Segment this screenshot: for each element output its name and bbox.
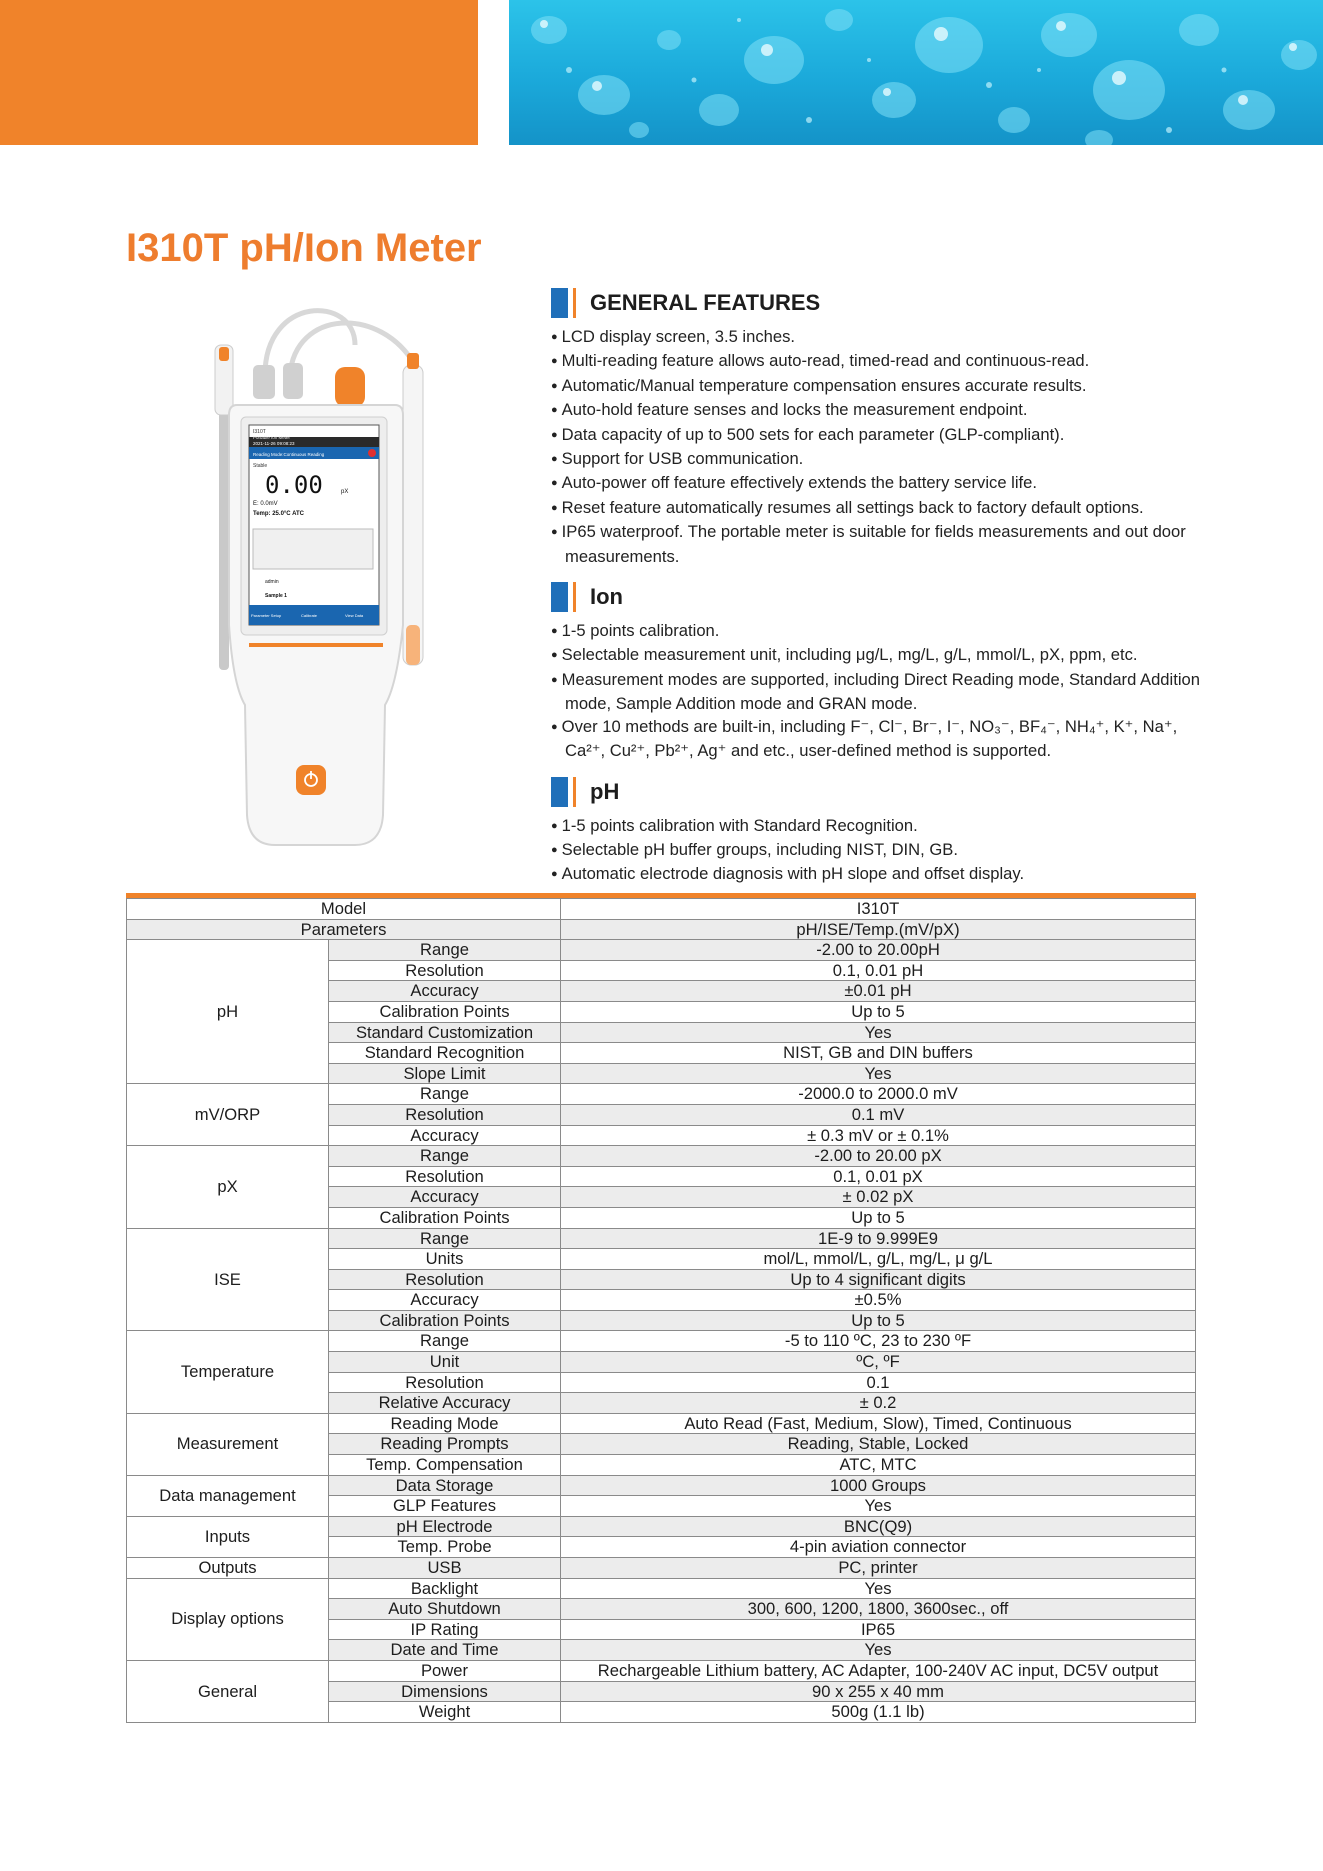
heading-bar-icon — [551, 582, 568, 612]
list-item: ● LCD display screen, 3.5 inches. — [551, 326, 1211, 350]
param-name: Unit — [329, 1352, 561, 1373]
param-name: Slope Limit — [329, 1063, 561, 1084]
param-name: Calibration Points — [329, 1310, 561, 1331]
feature-list — [551, 326, 1211, 568]
row-value: pH/ISE/Temp.(mV/pX) — [561, 919, 1196, 940]
screen-btn-parameter: Parameter Setup — [251, 613, 282, 618]
param-name: Range — [329, 1228, 561, 1249]
group-label: ISE — [127, 1228, 329, 1331]
param-name: Dimensions — [329, 1681, 561, 1702]
group-label: pX — [127, 1146, 329, 1228]
section-heading — [551, 777, 1211, 807]
ph-electrode — [403, 365, 423, 665]
param-value: 4-pin aviation connector — [561, 1537, 1196, 1558]
screen-unit: pX — [341, 489, 349, 495]
param-value: 90 x 255 x 40 mm — [561, 1681, 1196, 1702]
row-label: Model — [127, 899, 561, 920]
param-name: Backlight — [329, 1578, 561, 1599]
table-row — [127, 1331, 1196, 1352]
param-value: Up to 5 — [561, 1001, 1196, 1022]
table-row — [127, 919, 1196, 940]
specifications-table — [126, 893, 1196, 1723]
param-name: Resolution — [329, 960, 561, 981]
row-value: I310T — [561, 899, 1196, 920]
param-value: 1000 Groups — [561, 1475, 1196, 1496]
table-row — [127, 1578, 1196, 1599]
param-value: Up to 4 significant digits — [561, 1269, 1196, 1290]
param-name: Power — [329, 1660, 561, 1681]
param-name: Accuracy — [329, 1187, 561, 1208]
header-water-image — [509, 0, 1323, 145]
features-panel — [551, 288, 1211, 902]
table-row — [127, 940, 1196, 961]
param-name: Units — [329, 1249, 561, 1270]
param-name: Accuracy — [329, 1290, 561, 1311]
param-value: Rechargeable Lithium battery, AC Adapter, 100-240V AC input, DC5V output — [561, 1660, 1196, 1681]
table-row — [127, 1146, 1196, 1167]
param-value: -2.00 to 20.00 pX — [561, 1146, 1196, 1167]
param-name: Auto Shutdown — [329, 1599, 561, 1620]
param-name: Date and Time — [329, 1640, 561, 1661]
param-name: Accuracy — [329, 981, 561, 1002]
list-item: ● Data capacity of up to 500 sets for each parameter (GLP-compliant). — [551, 424, 1211, 448]
row-label: Parameters — [127, 919, 561, 940]
param-name: Calibration Points — [329, 1207, 561, 1228]
param-value: ±0.5% — [561, 1290, 1196, 1311]
param-value: Auto Read (Fast, Medium, Slow), Timed, Continuous — [561, 1413, 1196, 1434]
group-label: Temperature — [127, 1331, 329, 1413]
group-label: Data management — [127, 1475, 329, 1516]
param-name: Resolution — [329, 1166, 561, 1187]
table-row — [127, 899, 1196, 920]
param-value: NIST, GB and DIN buffers — [561, 1043, 1196, 1064]
heading-bar-icon — [551, 288, 568, 318]
group-label: General — [127, 1660, 329, 1722]
param-value: Yes — [561, 1578, 1196, 1599]
param-name: Range — [329, 1331, 561, 1352]
param-value: 0.1 — [561, 1372, 1196, 1393]
param-name: Calibration Points — [329, 1001, 561, 1022]
param-value: 1E-9 to 9.999E9 — [561, 1228, 1196, 1249]
list-item: ● Automatic/Manual temperature compensation ensures accurate results. — [551, 375, 1211, 399]
param-value: ±0.01 pH — [561, 981, 1196, 1002]
param-name: Range — [329, 1146, 561, 1167]
screen-user: admin — [265, 579, 279, 585]
param-name: USB — [329, 1558, 561, 1579]
param-value: Yes — [561, 1022, 1196, 1043]
screen-e-value: E: 0.0mV — [253, 501, 278, 507]
list-item: ● Automatic electrode diagnosis with pH slope and offset display. — [551, 863, 1211, 887]
section-ph — [551, 777, 1211, 888]
group-label: Inputs — [127, 1516, 329, 1557]
param-value: -5 to 110 ºC, 23 to 230 ºF — [561, 1331, 1196, 1352]
param-value: Up to 5 — [561, 1207, 1196, 1228]
group-label: Display options — [127, 1578, 329, 1660]
param-value: ATC, MTC — [561, 1455, 1196, 1476]
screen-model: I310T — [253, 429, 266, 435]
power-button[interactable] — [296, 765, 326, 795]
feature-list — [551, 620, 1211, 762]
param-name: Temp. Compensation — [329, 1455, 561, 1476]
page-title: I310T pH/Ion Meter — [126, 226, 482, 270]
feature-list — [551, 815, 1211, 888]
param-value: mol/L, mmol/L, g/L, mg/L, μ g/L — [561, 1249, 1196, 1270]
param-value: -2.00 to 20.00pH — [561, 940, 1196, 961]
param-value: Up to 5 — [561, 1310, 1196, 1331]
param-value: IP65 — [561, 1619, 1196, 1640]
screen-status: Stable — [253, 463, 268, 469]
list-item: ● Selectable pH buffer groups, including NIST, DIN, GB. — [551, 839, 1211, 863]
screen-date: 2021-11-26 09:08:23 — [253, 441, 295, 446]
screen-sample: Sample 1 — [265, 593, 287, 599]
param-value: Yes — [561, 1640, 1196, 1661]
group-label: Measurement — [127, 1413, 329, 1475]
group-label: mV/ORP — [127, 1084, 329, 1146]
param-name: Resolution — [329, 1269, 561, 1290]
heading-bar-icon — [551, 777, 568, 807]
water-droplets-image — [509, 0, 1323, 145]
screen-btn-calibrate: Calibrate — [301, 613, 318, 618]
param-name: Temp. Probe — [329, 1537, 561, 1558]
param-value: ºC, ºF — [561, 1352, 1196, 1373]
screen-btn-view: View Data — [345, 613, 364, 618]
screen-subtitle: Portable Ion Meter — [253, 435, 291, 440]
param-value: Reading, Stable, Locked — [561, 1434, 1196, 1455]
header-orange-band — [0, 0, 478, 145]
param-name: Range — [329, 1084, 561, 1105]
param-name: Accuracy — [329, 1125, 561, 1146]
param-value: BNC(Q9) — [561, 1516, 1196, 1537]
list-item: ● 1-5 points calibration. — [551, 620, 1211, 644]
section-title: pH — [590, 778, 620, 804]
param-name: Resolution — [329, 1372, 561, 1393]
section-heading — [551, 582, 1211, 612]
param-name: Data Storage — [329, 1475, 561, 1496]
section-ion — [551, 582, 1211, 762]
param-value: 300, 600, 1200, 1800, 3600sec., off — [561, 1599, 1196, 1620]
param-name: Weight — [329, 1702, 561, 1723]
screen-temp: Temp: 25.0°C ATC — [253, 511, 304, 517]
group-label: Outputs — [127, 1558, 329, 1579]
param-value: -2000.0 to 2000.0 mV — [561, 1084, 1196, 1105]
list-item: ● Support for USB communication. — [551, 448, 1211, 472]
section-title: Ion — [590, 584, 623, 610]
param-value: 0.1, 0.01 pX — [561, 1166, 1196, 1187]
section-heading — [551, 288, 1211, 318]
param-name: Reading Prompts — [329, 1434, 561, 1455]
table-row — [127, 1660, 1196, 1681]
param-name: GLP Features — [329, 1496, 561, 1517]
list-item: ● Measurement modes are supported, including Direct Reading mode, Standard Addition mode, Sample Addition mode and GRAN mode. — [551, 669, 1211, 716]
product-image — [205, 305, 435, 850]
param-name: Relative Accuracy — [329, 1393, 561, 1414]
table-row — [127, 1558, 1196, 1579]
section-title: GENERAL FEATURES — [590, 290, 821, 315]
param-value: Yes — [561, 1063, 1196, 1084]
list-item: ● Auto-hold feature senses and locks the measurement endpoint. — [551, 399, 1211, 423]
param-value: 0.1 mV — [561, 1104, 1196, 1125]
param-value: 500g (1.1 lb) — [561, 1702, 1196, 1723]
table-row — [127, 1084, 1196, 1105]
list-item: ● 1-5 points calibration with Standard Recognition. — [551, 815, 1211, 839]
param-name: Standard Recognition — [329, 1043, 561, 1064]
list-item: ● IP65 waterproof. The portable meter is suitable for fields measurements and out door measurements. — [551, 521, 1211, 568]
param-value: Yes — [561, 1496, 1196, 1517]
param-name: Range — [329, 940, 561, 961]
param-name: Reading Mode — [329, 1413, 561, 1434]
param-value: ± 0.3 mV or ± 0.1% — [561, 1125, 1196, 1146]
table-row — [127, 1413, 1196, 1434]
table-row — [127, 1516, 1196, 1537]
screen-reading: 0.00 — [265, 471, 323, 499]
list-item: ● Multi-reading feature allows auto-read, timed-read and continuous-read. — [551, 350, 1211, 374]
param-value: ± 0.02 pX — [561, 1187, 1196, 1208]
table-row — [127, 1228, 1196, 1249]
param-value: 0.1, 0.01 pH — [561, 960, 1196, 981]
list-item: ● Auto-power off feature effectively extends the battery service life. — [551, 472, 1211, 496]
param-name: pH Electrode — [329, 1516, 561, 1537]
group-label: pH — [127, 940, 329, 1084]
list-item: ● Selectable measurement unit, including μg/L, mg/L, g/L, mmol/L, pX, ppm, etc. — [551, 644, 1211, 668]
param-name: Standard Customization — [329, 1022, 561, 1043]
param-name: IP Rating — [329, 1619, 561, 1640]
table-row — [127, 1475, 1196, 1496]
screen-mode: Reading Mode:Continuous Reading — [253, 452, 325, 457]
section-general-features — [551, 288, 1211, 568]
param-value: ± 0.2 — [561, 1393, 1196, 1414]
list-item: ● Over 10 methods are built-in, including F⁻, Cl⁻, Br⁻, I⁻, NO₃⁻, BF₄⁻, NH₄⁺, K⁺, Na⁺, Ca²⁺, Cu²⁺, Pb²⁺, Ag⁺ and etc., user-defined method is supported. — [551, 716, 1211, 763]
list-item: ● Reset feature automatically resumes all settings back to factory default options. — [551, 497, 1211, 521]
param-name: Resolution — [329, 1104, 561, 1125]
param-value: PC, printer — [561, 1558, 1196, 1579]
